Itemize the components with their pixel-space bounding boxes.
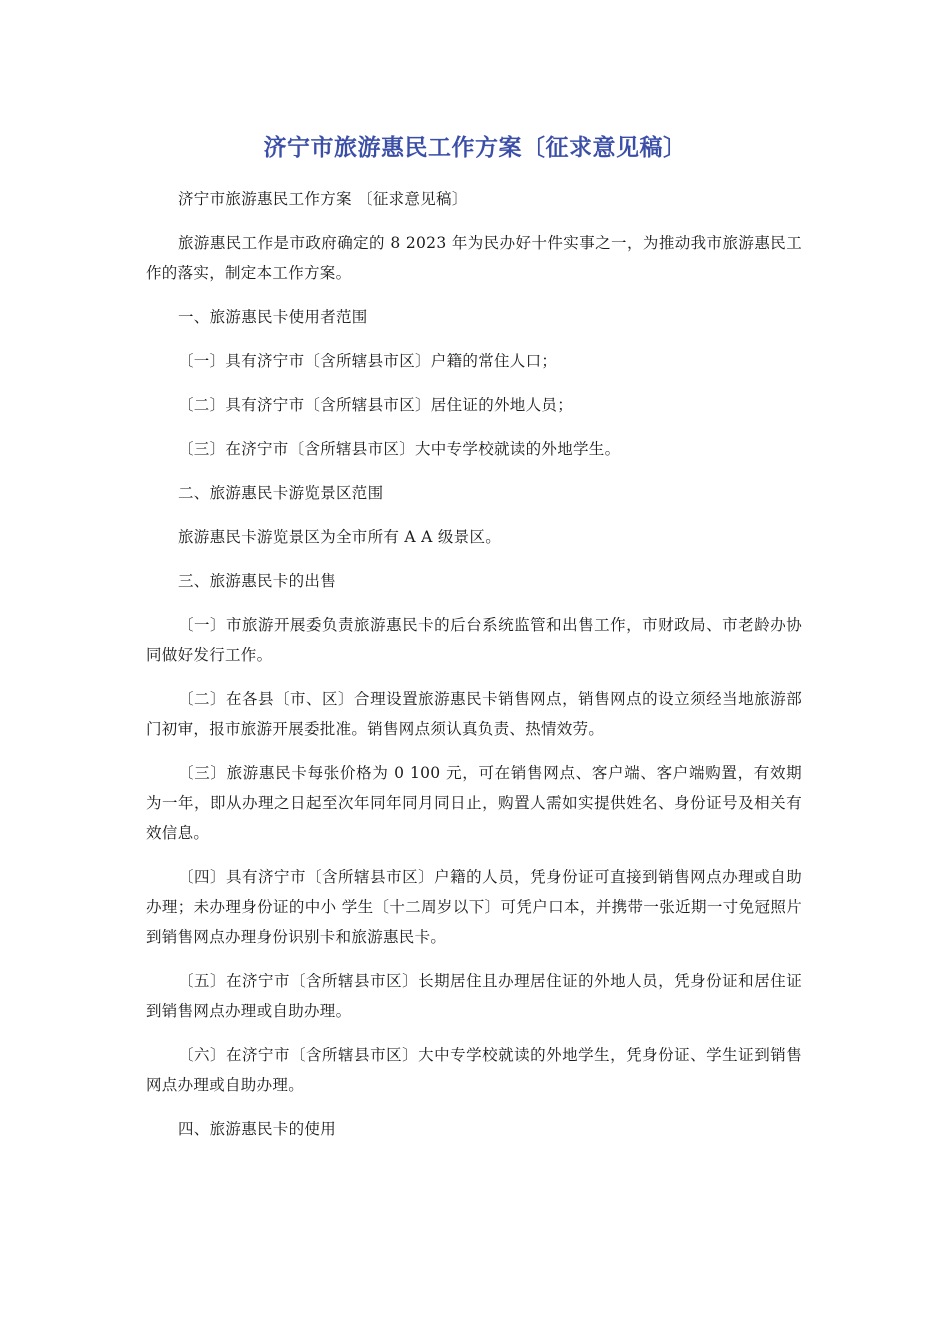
paragraph: 〔一〕市旅游开展委负责旅游惠民卡的后台系统监管和出售工作，市财政局、市老龄办协同做好发行工作。 [146, 616, 802, 664]
paragraph: 〔三〕在济宁市〔含所辖县市区〕大中专学校就读的外地学生。 [178, 440, 621, 458]
paragraph-subtitle: 济宁市旅游惠民工作方案 〔征求意见稿〕 [178, 190, 468, 208]
paragraph: 〔四〕具有济宁市〔含所辖县市区〕户籍的人员，凭身份证可直接到销售网点办理或自助办理；未办理身份证的中小 学生〔十二周岁以下〕可凭户口本，并携带一张近期一寸免冠照片到销售网点办理身份识别卡和旅游惠民卡。 [146, 868, 802, 946]
paragraph: 〔二〕具有济宁市〔含所辖县市区〕居住证的外地人员； [178, 396, 574, 414]
section-heading-2: 二、旅游惠民卡游览景区范围 [178, 484, 384, 502]
document-body [146, 184, 802, 1158]
paragraph: 〔三〕旅游惠民卡每张价格为 0 100 元，可在销售网点、客户端、客户端购置，有效期为一年，即从办理之日起至次年同年同月同日止，购置人需如实提供姓名、身份证号及相关有效信息。 [146, 764, 802, 842]
paragraph-intro: 旅游惠民工作是市政府确定的 8 2023 年为民办好十件实事之一，为推动我市旅游惠民工作的落实，制定本工作方案。 [146, 234, 802, 282]
paragraph: 〔一〕具有济宁市〔含所辖县市区〕户籍的常住人口； [178, 352, 558, 370]
section-heading-1: 一、旅游惠民卡使用者范围 [178, 308, 368, 326]
paragraph: 旅游惠民卡游览景区为全市所有 A A 级景区。 [178, 528, 502, 546]
document-title: 济宁市旅游惠民工作方案〔征求意见稿〕 [263, 135, 687, 161]
section-heading-3: 三、旅游惠民卡的出售 [178, 572, 337, 590]
paragraph: 〔六〕在济宁市〔含所辖县市区〕大中专学校就读的外地学生，凭身份证、学生证到销售网点办理或自助办理。 [146, 1046, 802, 1094]
paragraph: 〔五〕在济宁市〔含所辖县市区〕长期居住且办理居住证的外地人员，凭身份证和居住证到销售网点办理或自助办理。 [146, 972, 802, 1020]
section-heading-4: 四、旅游惠民卡的使用 [178, 1120, 337, 1138]
paragraph: 〔二〕在各县〔市、区〕合理设置旅游惠民卡销售网点，销售网点的设立须经当地旅游部门初审，报市旅游开展委批准。销售网点须认真负责、热情效劳。 [146, 690, 802, 738]
